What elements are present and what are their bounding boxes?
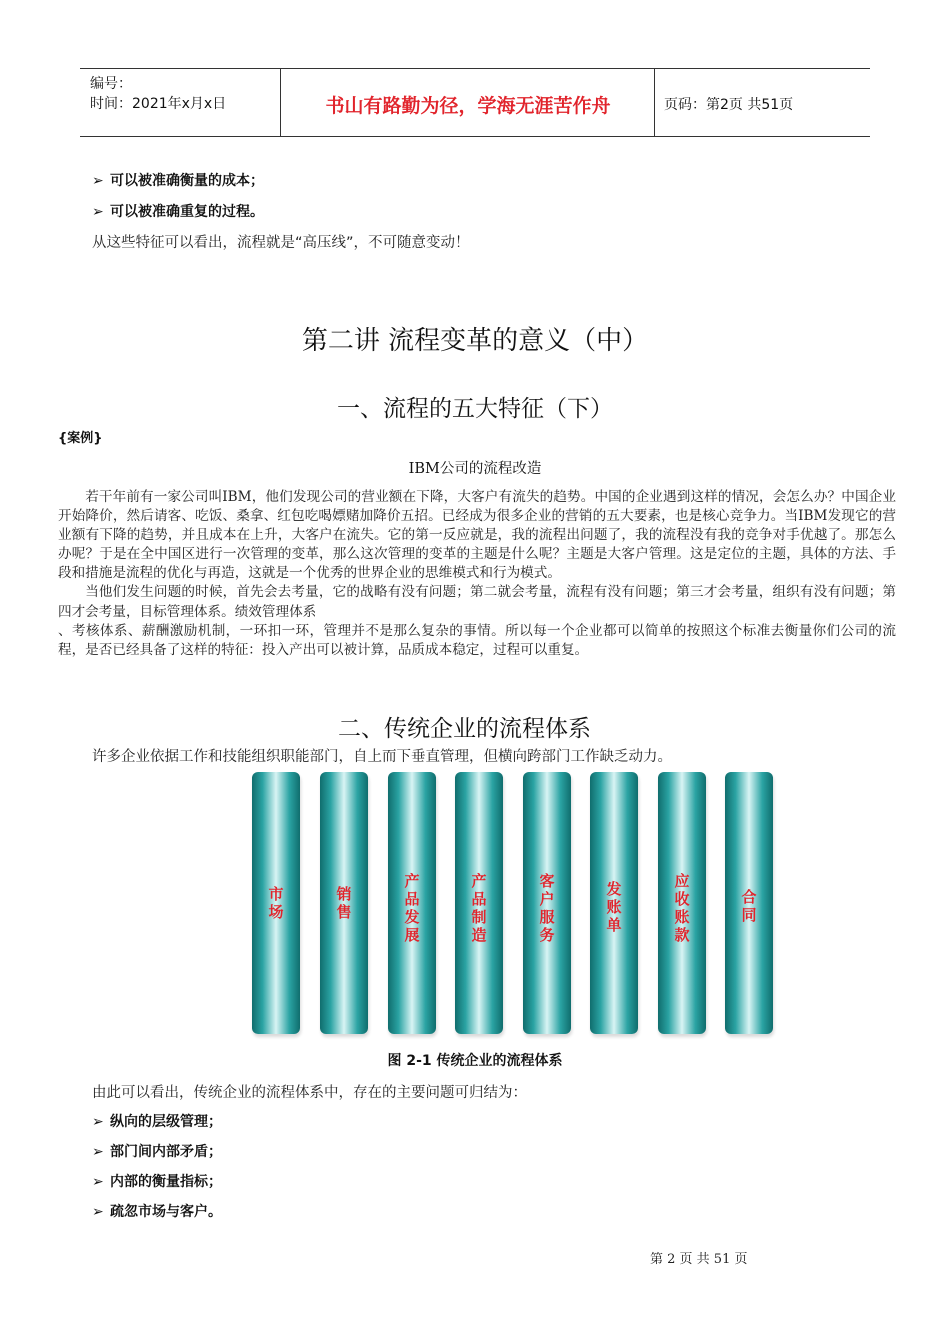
header-motto-cell bbox=[281, 69, 655, 136]
section2-title: 二、传统企业的流程体系 bbox=[338, 716, 591, 742]
case-tag: {案例} bbox=[58, 431, 103, 446]
pillar-label: 产 品 发 展 bbox=[404, 872, 420, 944]
page-footer: 第 2 页 共 51 页 bbox=[650, 1252, 748, 1267]
pillar-label: 应 收 账 款 bbox=[674, 872, 690, 944]
header-right-cell bbox=[655, 69, 870, 136]
arrow-bullet-icon: ➢ bbox=[92, 204, 104, 220]
number-label: 编号： bbox=[90, 76, 132, 92]
intro-bullet: ➢ 可以被准确衡量的成本； bbox=[92, 173, 264, 189]
pillar-label: 发 账 单 bbox=[606, 880, 622, 934]
arrow-bullet-icon: ➢ bbox=[92, 1174, 104, 1190]
page-code: 页码：第2页 共51页 bbox=[664, 97, 794, 113]
process-pillars-figure bbox=[248, 772, 786, 1040]
pillar bbox=[658, 772, 706, 1034]
case-paragraph: 、考核体系、薪酬激励机制，一环扣一环，管理并不是那么复杂的事情。所以每一个企业都可以简单的按照这个标准去衡量你们公司的流程，是否已经具备了这样的特征：投入产出可以被计算，品质成本稳定，过程可以重复。 bbox=[58, 622, 896, 658]
header-table bbox=[80, 68, 870, 137]
header-left-cell bbox=[80, 69, 281, 136]
section2-intro: 许多企业依据工作和技能组织职能部门，自上而下垂直管理，但横向跨部门工作缺乏动力。 bbox=[92, 749, 672, 765]
pillar bbox=[590, 772, 638, 1034]
pillar-label: 市 场 bbox=[268, 885, 284, 921]
section1-title: 一、流程的五大特征（下） bbox=[337, 396, 613, 422]
lecture-title: 第二讲 流程变革的意义（中） bbox=[301, 326, 649, 356]
pillar-label: 合 同 bbox=[741, 888, 757, 924]
problem-bullet: ➢ 部门间内部矛盾； bbox=[92, 1144, 222, 1160]
motto: 书山有路勤为径，学海无涯苦作舟 bbox=[325, 95, 611, 117]
arrow-bullet-icon: ➢ bbox=[92, 1204, 104, 1220]
problem-bullet: ➢ 内部的衡量指标； bbox=[92, 1174, 222, 1190]
case-paragraph: 当他们发生问题的时候，首先会去考量，它的战略有没有问题；第二就会考量，流程有没有问题；第三才会考量，组织有没有问题；第四才会考量，目标管理体系。绩效管理体系 bbox=[58, 584, 896, 620]
case-title: IBM公司的流程改造 bbox=[408, 461, 542, 477]
pillar-label: 客 户 服 务 bbox=[539, 872, 555, 944]
problem-bullet: ➢ 纵向的层级管理； bbox=[92, 1114, 222, 1130]
case-paragraph: 若干年前有一家公司叫IBM，他们发现公司的营业额在下降，大客户有流失的趋势。中国的企业遇到这样的情况，会怎么办？中国企业开始降价，然后请客、吃饭、桑拿、红包吃喝嫖赌加降价五招。已经成为很多企业的营销的五大要素，也是核心竞争力。当IBM发现它的营业额有下降的趋势，并且成本在上升，大客户在流失。它的第一反应就是，我的流程出问题了，我的流程没有我的竞争对手优越了。那怎么办呢？于是在全中国区进行一次管理的变革，那么这次管理的变革的主题是什么呢？主题是大客户管理。这是定位的主题，具体的方法、手段和措施是流程的优化与再造，这就是一个优秀的世界企业的思维模式和行为模式。 bbox=[58, 489, 896, 582]
intro-paragraph: 从这些特征可以看出，流程就是“高压线”，不可随意变动！ bbox=[92, 235, 470, 251]
pillar-label: 产 品 制 造 bbox=[471, 872, 487, 944]
pillar bbox=[725, 772, 773, 1034]
pillar bbox=[523, 772, 571, 1034]
conclusion-paragraph: 由此可以看出，传统企业的流程体系中，存在的主要问题可归结为： bbox=[92, 1085, 527, 1101]
arrow-bullet-icon: ➢ bbox=[92, 1144, 104, 1160]
case-body bbox=[58, 488, 896, 660]
intro-bullet: ➢ 可以被准确重复的过程。 bbox=[92, 204, 264, 220]
pillar bbox=[252, 772, 300, 1034]
arrow-bullet-icon: ➢ bbox=[92, 173, 104, 189]
pillar bbox=[388, 772, 436, 1034]
figure-caption: 图 2-1 传统企业的流程体系 bbox=[387, 1053, 563, 1069]
arrow-bullet-icon: ➢ bbox=[92, 1114, 104, 1130]
pillar bbox=[320, 772, 368, 1034]
problem-bullet: ➢ 疏忽市场与客户。 bbox=[92, 1204, 222, 1220]
pillar bbox=[455, 772, 503, 1034]
pillar-label: 销 售 bbox=[336, 885, 352, 921]
time-label: 时间：2021年x月x日 bbox=[90, 96, 227, 112]
